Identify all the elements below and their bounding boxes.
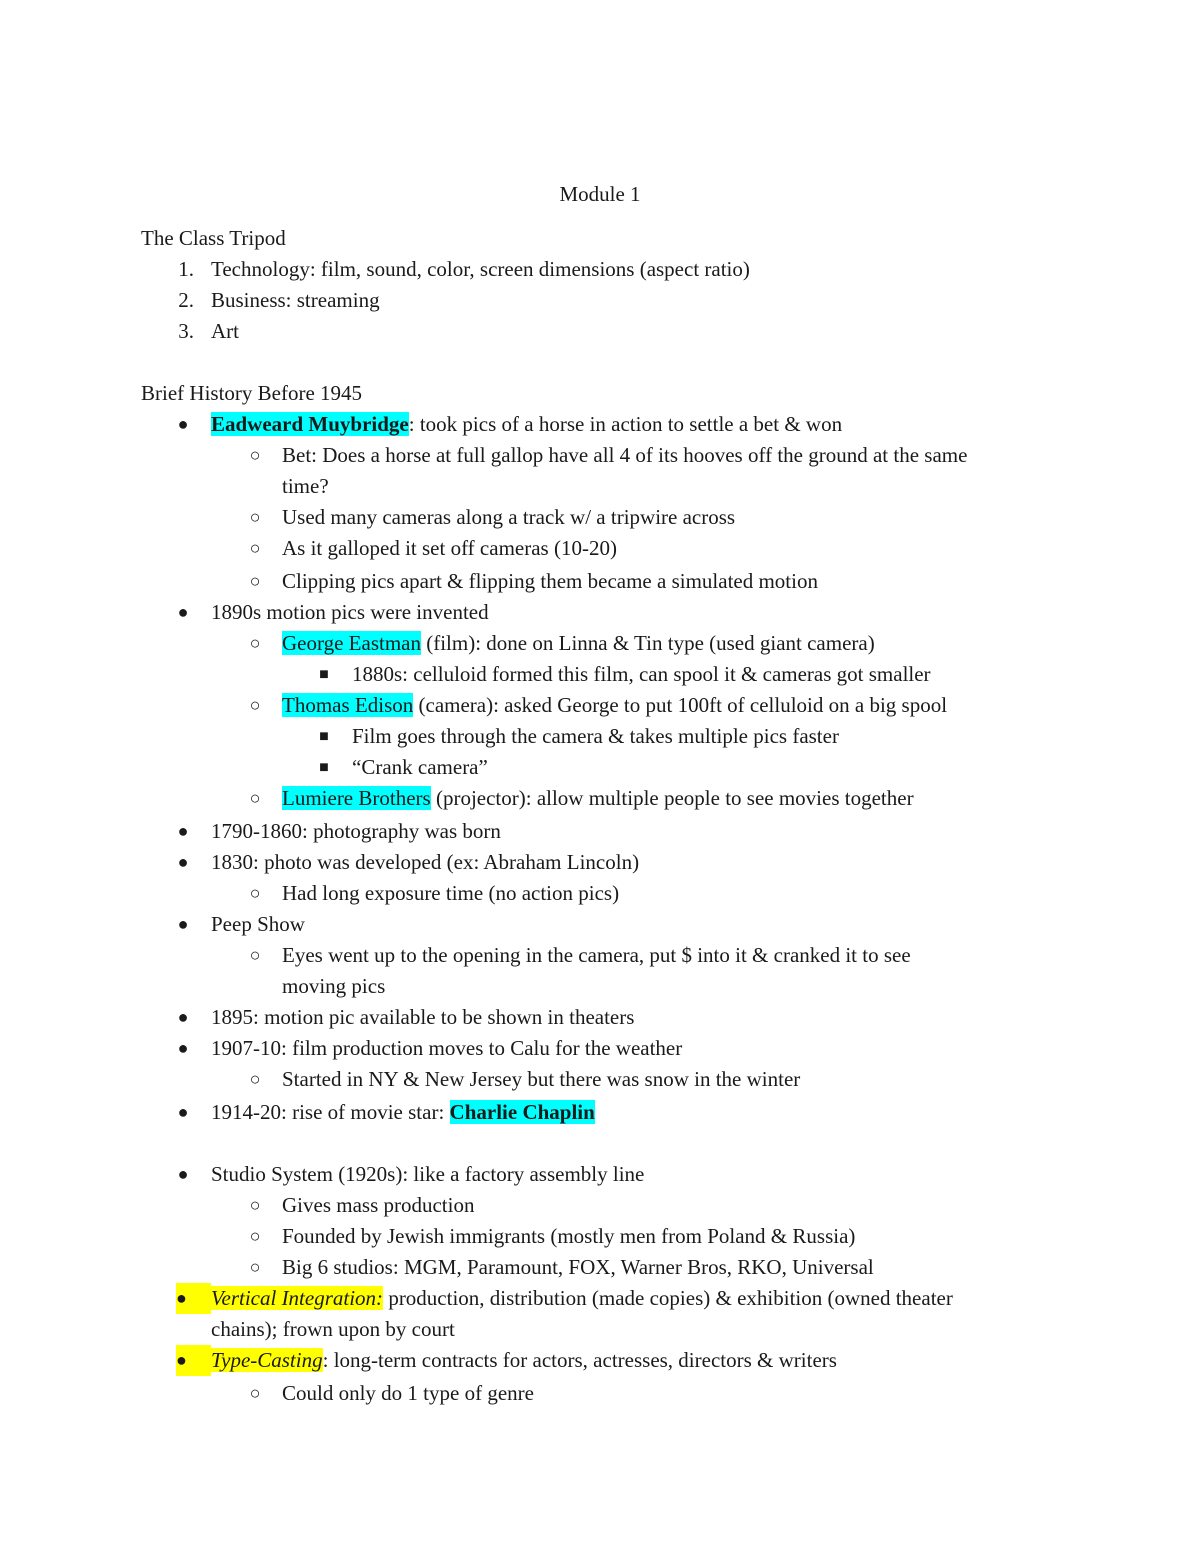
bullet-disc-icon: ● [177, 1164, 189, 1184]
bullet-disc-icon: ● [177, 1007, 189, 1027]
list-item: 1890s motion pics were invented [211, 600, 489, 624]
sub-item [282, 783, 914, 814]
bullet-square-icon: ■ [319, 728, 329, 745]
sub-item [282, 690, 947, 721]
sub-item: Could only do 1 type of genre [282, 1381, 534, 1405]
list-item: Technology: film, sound, color, screen dimensions (aspect ratio) [211, 257, 750, 281]
sub-item: As it galloped it set off cameras (10-20) [282, 536, 617, 560]
item-text: (camera): asked George to put 100ft of celluloid on a big spool [413, 693, 948, 717]
list-item [211, 1097, 595, 1128]
bullet-disc-icon: ● [177, 414, 189, 434]
list-item: 1830: photo was developed (ex: Abraham Lincoln) [211, 850, 640, 874]
page-title: Module 1 [559, 182, 641, 206]
bullet-disc-icon: ● [177, 821, 189, 841]
sub-sub-item: Film goes through the camera & takes multiple pics faster [352, 724, 839, 748]
sub-item [282, 628, 875, 659]
bullet-square-icon: ■ [319, 666, 329, 683]
sub-item-continued: time? [282, 474, 329, 498]
sub-item: Eyes went up to the opening in the camera, put $ into it & cranked it to see [282, 943, 911, 967]
sub-sub-item: “Crank camera” [352, 755, 488, 779]
bullet-circle-icon: ○ [249, 571, 261, 591]
section-heading-history: Brief History Before 1945 [141, 381, 363, 405]
sub-item: Clipping pics apart & flipping them became a simulated motion [282, 569, 818, 593]
list-item: 1907-10: film production moves to Calu for the weather [211, 1036, 683, 1060]
bullet-circle-icon: ○ [249, 1195, 261, 1215]
item-text: production, distribution (made copies) & exhibition (owned theater [383, 1286, 953, 1310]
sub-item: Had long exposure time (no action pics) [282, 881, 620, 905]
bullet-circle-icon: ○ [249, 788, 261, 808]
list-item: Art [211, 319, 239, 343]
sub-item: Gives mass production [282, 1193, 475, 1217]
list-item-continued: chains); frown upon by court [211, 1317, 455, 1341]
highlighted-name: Thomas Edison [282, 693, 414, 717]
item-text: (projector): allow multiple people to see movies together [430, 786, 914, 810]
list-item [211, 409, 842, 440]
sub-item-continued: moving pics [282, 974, 386, 998]
bullet-circle-icon: ○ [249, 1257, 261, 1277]
highlighted-name: Lumiere Brothers [282, 786, 431, 810]
bullet-circle-icon: ○ [249, 633, 261, 653]
bullet-square-icon: ■ [319, 759, 329, 776]
highlighted-name: Charlie Chaplin [449, 1100, 595, 1124]
list-number: 1. [178, 257, 194, 281]
bullet-circle-icon: ○ [249, 945, 261, 965]
bullet-disc-icon: ● [176, 1283, 211, 1314]
bullet-circle-icon: ○ [249, 1226, 261, 1246]
bullet-circle-icon: ○ [249, 695, 261, 715]
section-heading-tripod: The Class Tripod [141, 226, 286, 250]
bullet-circle-icon: ○ [249, 1069, 261, 1089]
sub-item: Big 6 studios: MGM, Paramount, FOX, Warner Bros, RKO, Universal [282, 1255, 874, 1279]
sub-sub-item: 1880s: celluloid formed this film, can spool it & cameras got smaller [352, 662, 931, 686]
bullet-circle-icon: ○ [249, 538, 261, 558]
list-number: 3. [178, 319, 194, 343]
sub-item: Started in NY & New Jersey but there was snow in the winter [282, 1067, 801, 1091]
list-item [211, 1283, 953, 1314]
list-item: 1895: motion pic available to be shown in theaters [211, 1005, 635, 1029]
bullet-disc-icon: ● [177, 914, 189, 934]
bullet-circle-icon: ○ [249, 883, 261, 903]
highlighted-term: Type-Casting [211, 1348, 323, 1372]
sub-item: Bet: Does a horse at full gallop have all 4 of its hooves off the ground at the same [282, 443, 968, 467]
list-item: Studio System (1920s): like a factory assembly line [211, 1162, 645, 1186]
list-item: Business: streaming [211, 288, 380, 312]
list-item: Peep Show [211, 912, 305, 936]
item-text: (film): done on Linna & Tin type (used giant camera) [420, 631, 875, 655]
bullet-circle-icon: ○ [249, 445, 261, 465]
bullet-disc-icon: ● [177, 1102, 189, 1122]
item-text: : long-term contracts for actors, actresses, directors & writers [322, 1348, 837, 1372]
list-item: 1790-1860: photography was born [211, 819, 501, 843]
highlighted-name: Eadweard Muybridge [211, 412, 409, 436]
item-text: : took pics of a horse in action to settle a bet & won [408, 412, 843, 436]
highlighted-name: George Eastman [282, 631, 421, 655]
bullet-circle-icon: ○ [249, 507, 261, 527]
bullet-disc-icon: ● [176, 1345, 211, 1376]
bullet-disc-icon: ● [177, 852, 189, 872]
list-item [211, 1345, 837, 1376]
highlighted-term: Vertical Integration: [211, 1286, 384, 1310]
sub-item: Founded by Jewish immigrants (mostly men from Poland & Russia) [282, 1224, 856, 1248]
list-number: 2. [178, 288, 194, 312]
bullet-disc-icon: ● [177, 1038, 189, 1058]
item-text: 1914-20: rise of movie star: [211, 1100, 450, 1124]
sub-item: Used many cameras along a track w/ a tripwire across [282, 505, 736, 529]
bullet-disc-icon: ● [177, 602, 189, 622]
bullet-circle-icon: ○ [249, 1383, 261, 1403]
